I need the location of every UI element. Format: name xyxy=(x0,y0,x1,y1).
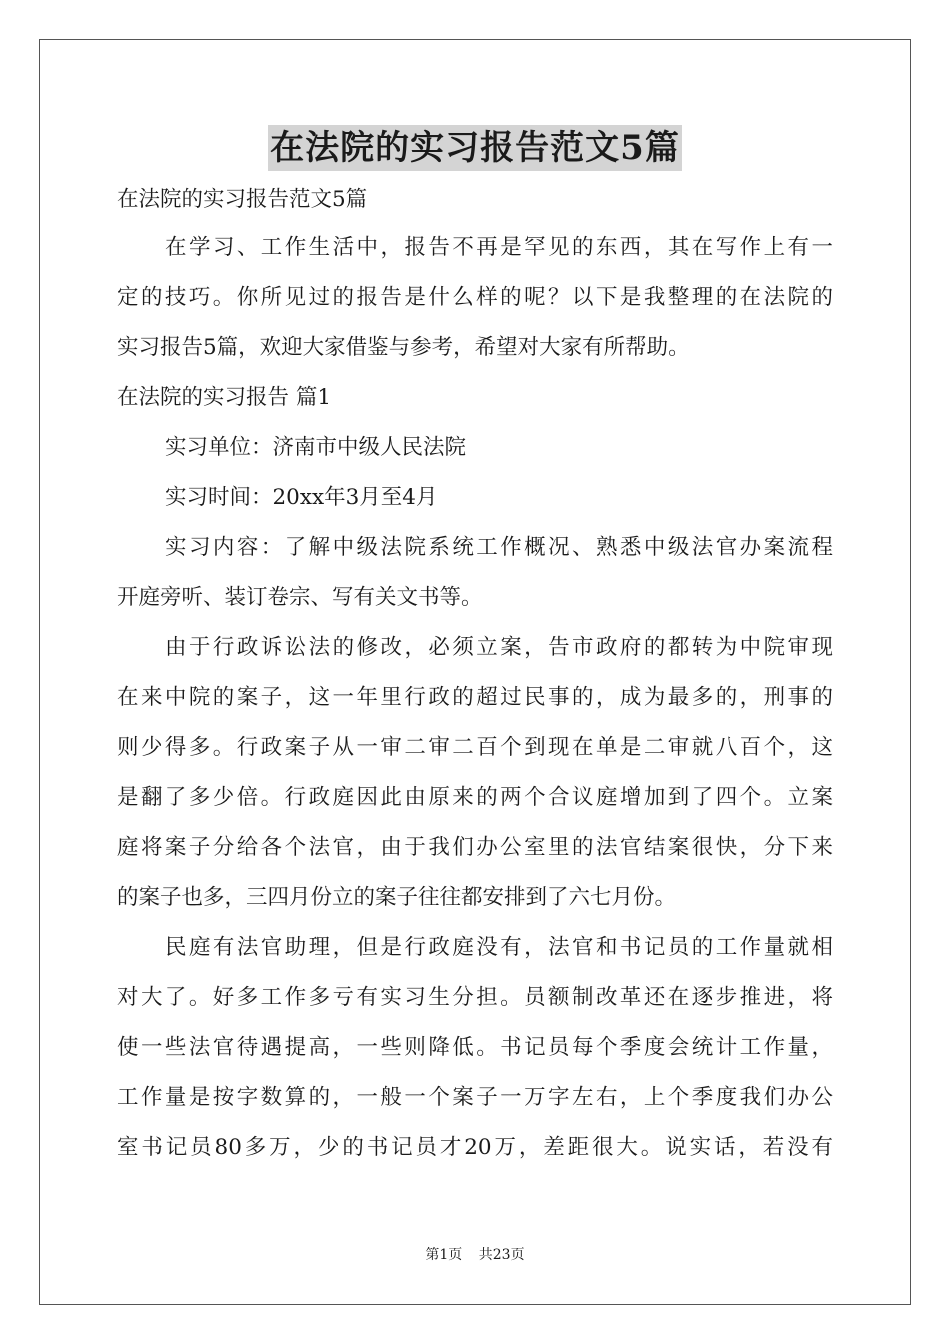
intro-line: 在学习、工作生活中，报告不再是罕见的东西，其在写作上有一 xyxy=(165,235,833,260)
paragraph-line: 由于行政诉讼法的修改，必须立案，告市政府的都转为中院审现 xyxy=(165,635,833,660)
paragraph-line: 的案子也多，三四月份立的案子往往都安排到了六七月份。 xyxy=(117,885,677,910)
paragraph-line: 则少得多。行政案子从一审二审二百个到现在单是二审就八百个，这 xyxy=(117,735,833,760)
section-heading: 在法院的实习报告 篇1 xyxy=(117,385,332,410)
intro-line: 实习报告5篇，欢迎大家借鉴与参考，希望对大家有所帮助。 xyxy=(117,335,690,360)
internship-content-line: 开庭旁听、装订卷宗、写有关文书等。 xyxy=(117,585,483,610)
page-total: 共23页 xyxy=(478,1247,525,1263)
page-number: 第1页 xyxy=(425,1247,463,1263)
paragraph-line: 是翻了多少倍。行政庭因此由原来的两个合议庭增加到了四个。立案 xyxy=(117,785,833,810)
paragraph-line: 对大了。好多工作多亏有实习生分担。员额制改革还在逐步推进，将 xyxy=(117,985,833,1010)
internship-content-line: 实习内容：了解中级法院系统工作概况、熟悉中级法官办案流程 xyxy=(165,535,833,560)
document-body xyxy=(117,177,833,1173)
paragraph-line: 室书记员80多万，少的书记员才20万，差距很大。说实话，若没有 xyxy=(117,1135,833,1160)
paragraph-line: 在来中院的案子，这一年里行政的超过民事的，成为最多的，刑事的 xyxy=(117,685,833,710)
document-title: 在法院的实习报告范文5篇 xyxy=(268,125,682,171)
internship-time: 实习时间：20xx年3月至4月 xyxy=(165,485,438,510)
paragraph-line: 工作量是按字数算的，一般一个案子一万字左右，上个季度我们办公 xyxy=(117,1085,833,1110)
internship-unit: 实习单位：济南市中级人民法院 xyxy=(165,435,467,460)
intro-line: 定的技巧。你所见过的报告是什么样的呢？以下是我整理的在法院的 xyxy=(117,285,833,310)
title-container xyxy=(0,125,950,171)
paragraph-line: 民庭有法官助理，但是行政庭没有，法官和书记员的工作量就相 xyxy=(165,935,833,960)
paragraph-line: 使一些法官待遇提高，一些则降低。书记员每个季度会统计工作量， xyxy=(117,1035,833,1060)
paragraph-line: 庭将案子分给各个法官，由于我们办公室里的法官结案很快，分下来 xyxy=(117,835,833,860)
page-footer xyxy=(0,1244,950,1264)
subtitle: 在法院的实习报告范文5篇 xyxy=(117,187,368,212)
